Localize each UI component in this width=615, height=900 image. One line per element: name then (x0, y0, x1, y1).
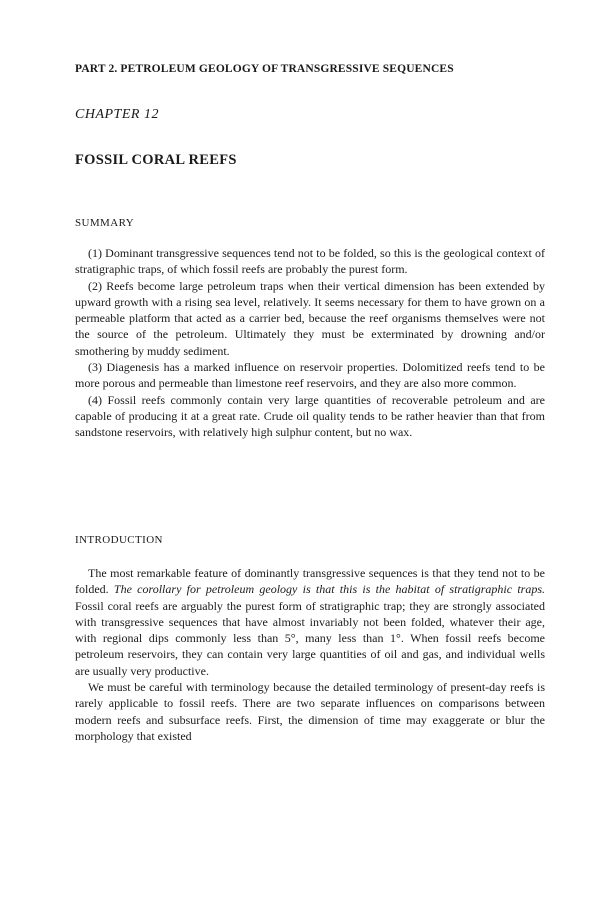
introduction-body (75, 565, 545, 744)
summary-paragraph-2: (2) Reefs become large petroleum traps when their vertical dimension has been extended by upward growth with a rising sea level, relatively. It seems necessary for them to have grown on a permeable platform that acted as a carrier bed, because the reef organisms themselves were not the source of the petroleum. Ultimately they must be exterminated by drowning and/or smothering by muddy sediment. (75, 278, 545, 358)
chapter-title: FOSSIL CORAL REEFS (75, 152, 237, 168)
introduction-heading: INTRODUCTION (75, 534, 163, 546)
part-heading: PART 2. PETROLEUM GEOLOGY OF TRANSGRESSIVE SEQUENCES (75, 63, 454, 75)
summary-heading: SUMMARY (75, 217, 135, 229)
intro-p1-end: Fossil coral reefs are arguably the purest form of stratigraphic trap; they are strongly associated with transgressive sequences that have almost invariably not been folded, whatever their age, with regional dips commonly less than 5°, many less than 1°. When fossil reefs become petroleum reservoirs, they can contain very large quantities of oil and gas, and individual wells are usually very productive. (75, 598, 545, 678)
summary-paragraph-1: (1) Dominant transgressive sequences tend not to be folded, so this is the geological context of stratigraphic traps, of which fossil reefs are probably the purest form. (75, 246, 545, 277)
summary-paragraph-3: (3) Diagenesis has a marked influence on reservoir properties. Dolomitized reefs tend to be more porous and permeable than limestone reef reservoirs, and they are also more common. (75, 360, 545, 391)
summary-paragraph-4: (4) Fossil reefs commonly contain very large quantities of recoverable petroleum and are capable of producing it at a great rate. Crude oil quality tends to be rather heavier than that from sandstone reservoirs, with relatively high sulphur content, but no wax. (75, 392, 545, 440)
intro-p1-italic: The corollary for petroleum geology is that this is the habitat of stratigraphic traps. (113, 582, 546, 597)
introduction-paragraph-1 (75, 565, 545, 679)
chapter-label: CHAPTER 12 (75, 107, 159, 122)
intro-p1-start: The most remarkable feature of dominantly transgressive sequences is that they tend not to be folded. (75, 566, 545, 597)
summary-body (75, 245, 545, 441)
introduction-paragraph-2: We must be careful with terminology because the detailed terminology of present-day reefs is rarely applicable to fossil reefs. There are two separate influences on comparisons between modern reefs and subsurface reefs. First, the dimension of time may exaggerate or blur the morphology that existed (75, 680, 545, 743)
